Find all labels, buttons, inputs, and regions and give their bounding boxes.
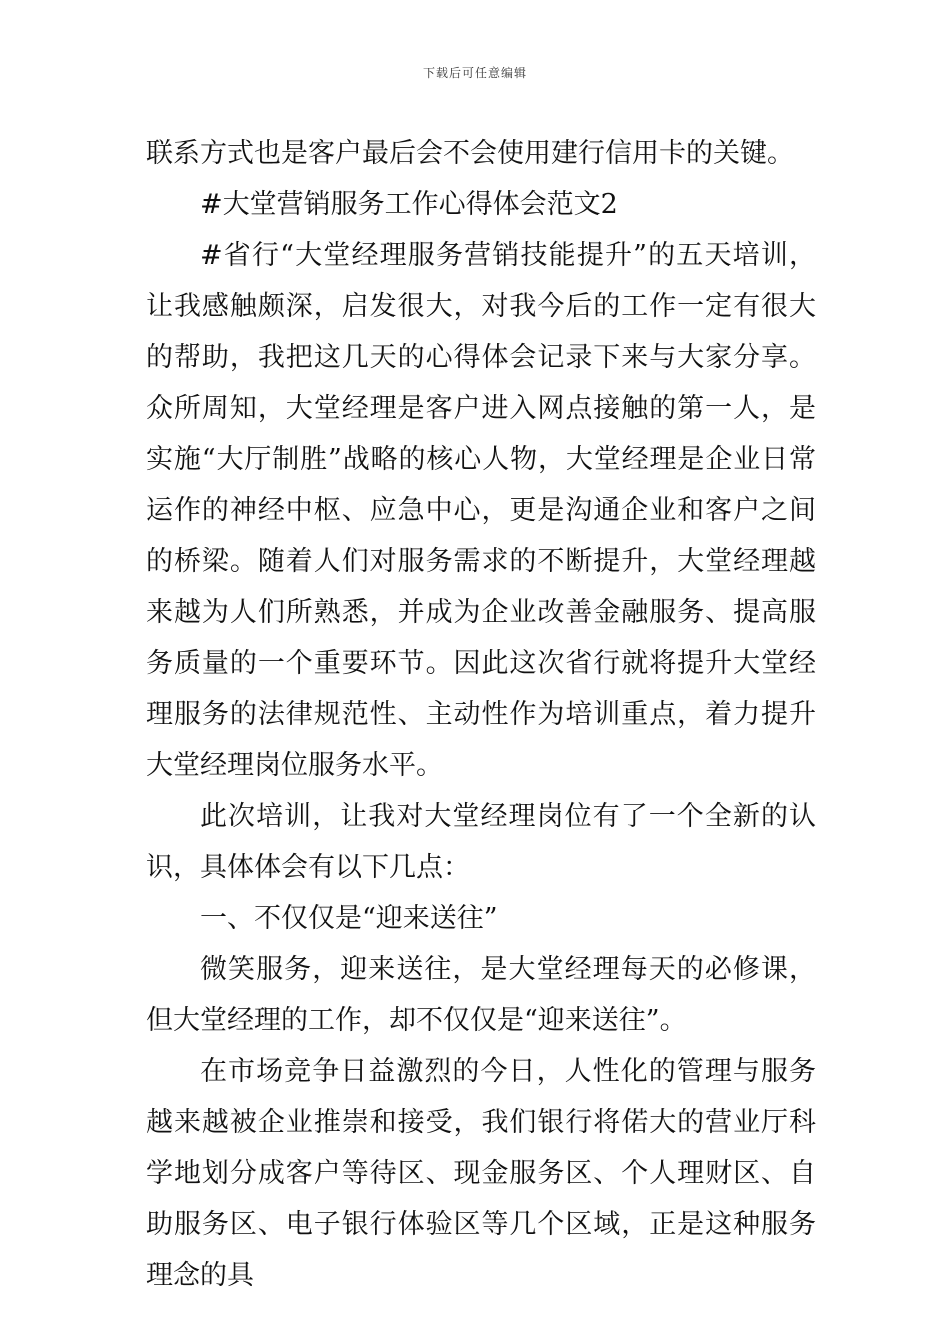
paragraph-detail: 在市场竞争日益激烈的今日，人性化的管理与服务越来越被企业推崇和接受，我们银行将偌大的营业厅科学地划分成客户等待区、现金服务区、个人理财区、自助服务区、电子银行体验区等几个区域，正是这种服务理念的具	[146, 1056, 816, 1291]
paragraph-continuation: 联系方式也是客户最后会不会使用建行信用卡的关键。	[146, 138, 794, 169]
subheading-point-one: 一、不仅仅是“迎来送往”	[200, 903, 498, 934]
document-body	[146, 128, 816, 1301]
paragraph-point-one: 微笑服务，迎来送往，是大堂经理每天的必修课，但大堂经理的工作，却不仅仅是“迎来送往”。	[146, 954, 816, 1036]
paragraph-intro: #省行“大堂经理服务营销技能提升”的五天培训，让我感触颇深，启发很大，对我今后的工作一定有很大的帮助，我把这几天的心得体会记录下来与大家分享。众所周知，大堂经理是客户进入网点接触的第一人，是实施“大厅制胜”战略的核心人物，大堂经理是企业日常运作的神经中枢、应急中心，更是沟通企业和客户之间的桥梁。随着人们对服务需求的不断提升，大堂经理越来越为人们所熟悉，并成为企业改善金融服务、提高服务质量的一个重要环节。因此这次省行就将提升大堂经理服务的法律规范性、主动性作为培训重点，着力提升大堂经理岗位服务水平。	[146, 240, 816, 781]
page-header-note: 下载后可任意编辑	[422, 66, 527, 80]
section-heading: #大堂营销服务工作心得体会范文2	[200, 189, 618, 220]
paragraph-summary: 此次培训，让我对大堂经理岗位有了一个全新的认识，具体体会有以下几点：	[146, 801, 816, 883]
